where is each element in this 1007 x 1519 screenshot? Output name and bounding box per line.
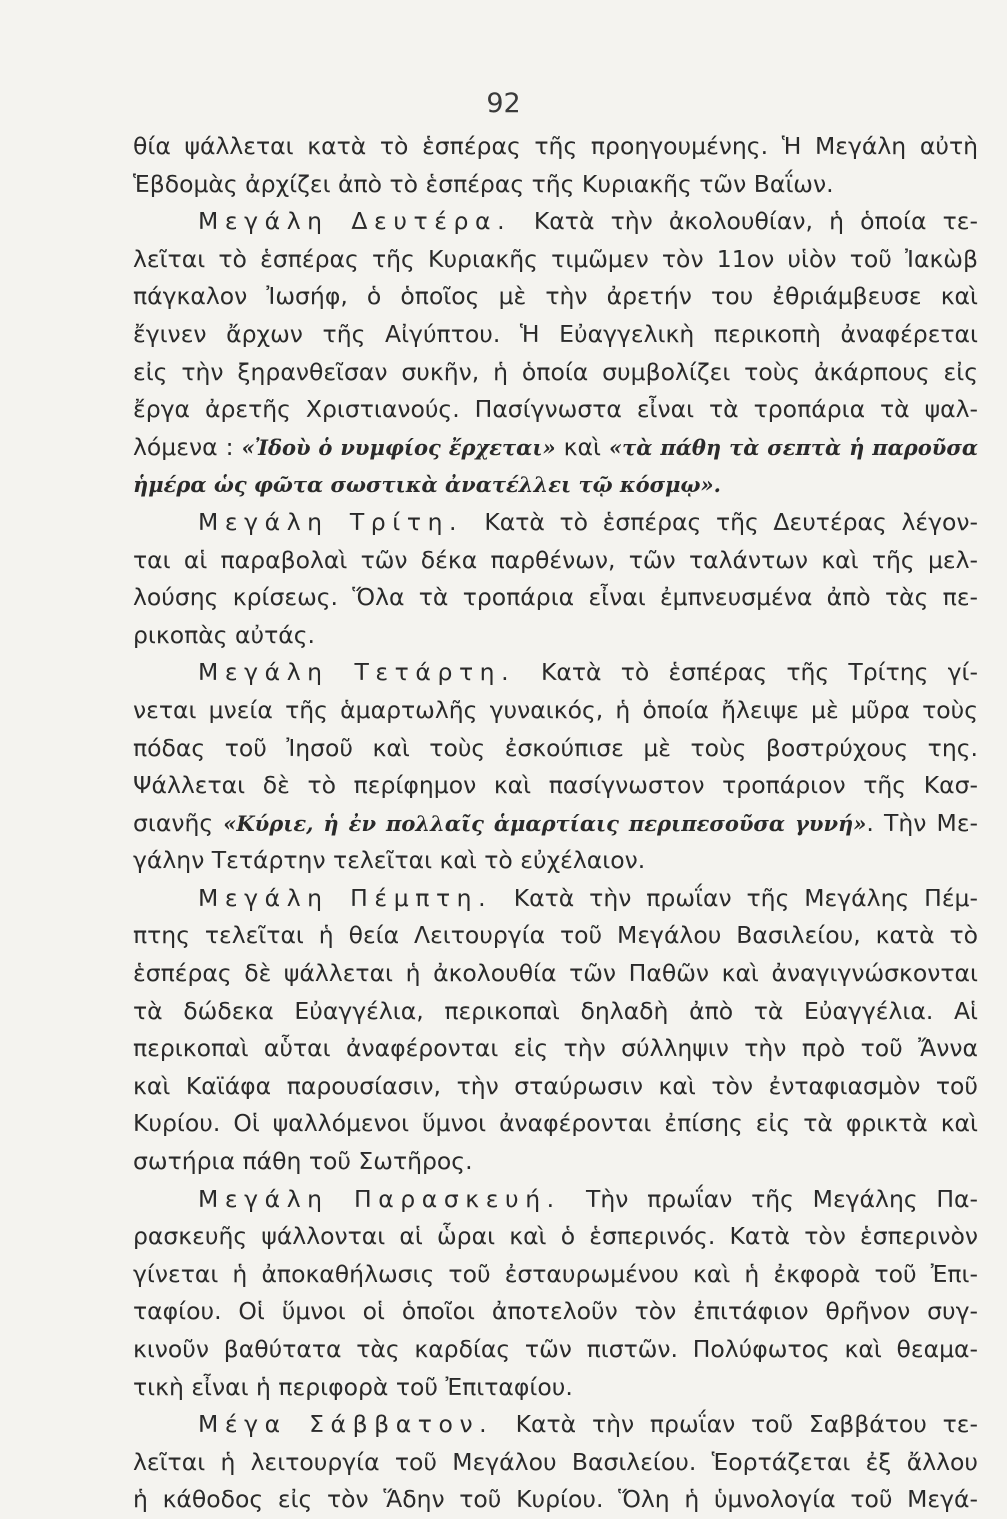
section-title: Μεγάλη Τρίτη. (198, 507, 485, 536)
section-title: Μεγάλη Παρασκευή. (198, 1184, 587, 1213)
section-heading-line: Μεγάλη Τρίτη. Κατὰ τὸ ἑσπέρας τῆς Δευτέρας λέγον- (198, 507, 978, 536)
text-line: τὰ δώδεκα Εὐαγγέλια, περικοπαὶ δηλαδὴ ἀπὸ τὰ Εὐαγγέλια. Αἱ (133, 996, 978, 1025)
text-line: ἔγινεν ἄρχων τῆς Αἰγύπτου. Ἡ Εὐαγγελικὴ περικοπὴ ἀναφέρεται (133, 319, 978, 348)
text-line: ρασκευῆς ψάλλονται αἱ ὧραι καὶ ὁ ἑσπερινός. Κατὰ τὸν ἑσπερινὸν (133, 1222, 978, 1251)
text-line: λούσης κρίσεως. Ὅλα τὰ τροπάρια εἶναι ἐμπνευσμένα ἀπὸ τὰς πε- (133, 583, 978, 612)
text-line: Ψάλλεται δὲ τὸ περίφημον καὶ πασίγνωστον τροπάριον τῆς Κασ- (133, 771, 978, 800)
text-line: γίνεται ἡ ἀποκαθήλωσις τοῦ ἐσταυρωμένου καὶ ἡ ἐκφορὰ τοῦ Ἐπι- (133, 1259, 978, 1288)
section-heading-line: Μεγάλη Παρασκευή. Τὴν πρωΐαν τῆς Μεγάλης Πα- (198, 1184, 978, 1213)
text-line: ἑσπέρας δὲ ψάλλεται ἡ ἀκολουθία τῶν Παθῶν καὶ ἀναγιγνώσκονται (133, 959, 978, 988)
section-heading-line: Μεγάλη Τετάρτη. Κατὰ τὸ ἑσπέρας τῆς Τρίτης γί- (198, 658, 978, 687)
text-line: γάλην Τετάρτην τελεῖται καὶ τὸ εὐχέλαιον. (133, 846, 646, 875)
text-line: εἰς τὴν ξηρανθεῖσαν συκῆν, ἡ ὁποία συμβολίζει τοὺς ἀκάρπους εἰς (133, 357, 978, 386)
section-title: Μεγάλη Τετάρτη. (198, 658, 541, 687)
text-line: νεται μνεία τῆς ἁμαρτωλῆς γυναικός, ἡ ὁποία ἤλειψε μὲ μῦρα τοὺς (133, 695, 978, 724)
section-heading-line: Μεγάλη Δευτέρα. Κατὰ τὴν ἀκολουθίαν, ἡ ὁποία τε- (198, 207, 978, 236)
section-heading-line: Μέγα Σάββατον. Κατὰ τὴν πρωΐαν τοῦ Σαββάτου τε- (198, 1410, 978, 1439)
text-line: ταφίου. Οἱ ὕμνοι οἱ ὁποῖοι ἀποτελοῦν τὸν ἐπιτάφιον θρῆνον συγ- (133, 1297, 978, 1326)
text-line: Ἑβδομὰς ἀρχίζει ἀπὸ τὸ ἑσπέρας τῆς Κυριακῆς τῶν Βαΐων. (133, 169, 834, 198)
text-line: πόδας τοῦ Ἰησοῦ καὶ τοὺς ἐσκούπισε μὲ τοὺς βοστρύχους της. (133, 733, 978, 762)
text-line: ται αἱ παραβολαὶ τῶν δέκα παρθένων, τῶν ταλάντων καὶ τῆς μελ- (133, 545, 978, 574)
text-line: τικὴ εἶναι ἡ περιφορὰ τοῦ Ἐπιταφίου. (133, 1372, 573, 1401)
text-line: σιανῆς «Κύριε, ἡ ἐν πολλαῖς ἁμαρτίαις περιπεσοῦσα γυνή». Τὴν Με- (133, 808, 978, 837)
text-line: καὶ Καϊάφα παρουσίασιν, τὴν σταύρωσιν καὶ τὸν ἐνταφιασμὸν τοῦ (133, 1071, 978, 1100)
text-line: πάγκαλον Ἰωσήφ, ὁ ὁποῖος μὲ τὴν ἀρετήν του ἐθριάμβευσε καὶ (133, 282, 978, 311)
text-line: ρικοπὰς αὐτάς. (133, 620, 315, 649)
section-title: Μεγάλη Πέμπτη. (198, 883, 514, 912)
text-line: πτης τελεῖται ἡ θεία Λειτουργία τοῦ Μεγάλου Βασιλείου, κατὰ τὸ (133, 921, 978, 950)
body-text (133, 128, 978, 1519)
text-line: λεῖται τὸ ἑσπέρας τῆς Κυριακῆς τιμῶμεν τὸν 11ον υἱὸν τοῦ Ἰακὼβ (133, 244, 978, 273)
page-number: 92 (486, 88, 521, 119)
text-line: ἡμέρα ὡς φῶτα σωστικὰ ἀνατέλλει τῷ κόσμῳ». (133, 472, 721, 498)
text-line: ἡ κάθοδος εἰς τὸν Ἅδην τοῦ Κυρίου. Ὅλη ἡ ὑμνολογία τοῦ Μεγά- (133, 1485, 978, 1514)
text-line: ἔργα ἀρετῆς Χριστιανούς. Πασίγνωστα εἶναι τὰ τροπάρια τὰ ψαλ- (133, 395, 978, 424)
section-title: Μέγα Σάββατον. (198, 1410, 516, 1439)
text-line: περικοπαὶ αὗται ἀναφέρονται εἰς τὴν σύλληψιν τὴν πρὸ τοῦ Ἄννα (133, 1034, 978, 1063)
section-title: Μεγάλη Δευτέρα. (198, 207, 534, 236)
text-line: κινοῦν βαθύτατα τὰς καρδίας τῶν πιστῶν. Πολύφωτος καὶ θεαμα- (133, 1335, 978, 1363)
section-heading-line: Μεγάλη Πέμπτη. Κατὰ τὴν πρωΐαν τῆς Μεγάλης Πέμ- (198, 883, 978, 912)
text-line: λόμενα : «Ἰδοὺ ὁ νυμφίος ἔρχεται» καὶ «τὰ πάθη τὰ σεπτὰ ἡ παροῦσα (133, 432, 978, 461)
text-line: σωτήρια πάθη τοῦ Σωτῆρος. (133, 1147, 473, 1176)
text-line: Κυρίου. Οἱ ψαλλόμενοι ὕμνοι ἀναφέρονται ἐπίσης εἰς τὰ φρικτὰ καὶ (133, 1109, 978, 1138)
text-line: θία ψάλλεται κατὰ τὸ ἑσπέρας τῆς προηγουμένης. Ἡ Μεγάλη αὐτὴ (133, 132, 978, 160)
text-line: λεῖται ἡ λειτουργία τοῦ Μεγάλου Βασιλείου. Ἑορτάζεται ἐξ ἄλλου (133, 1447, 978, 1476)
